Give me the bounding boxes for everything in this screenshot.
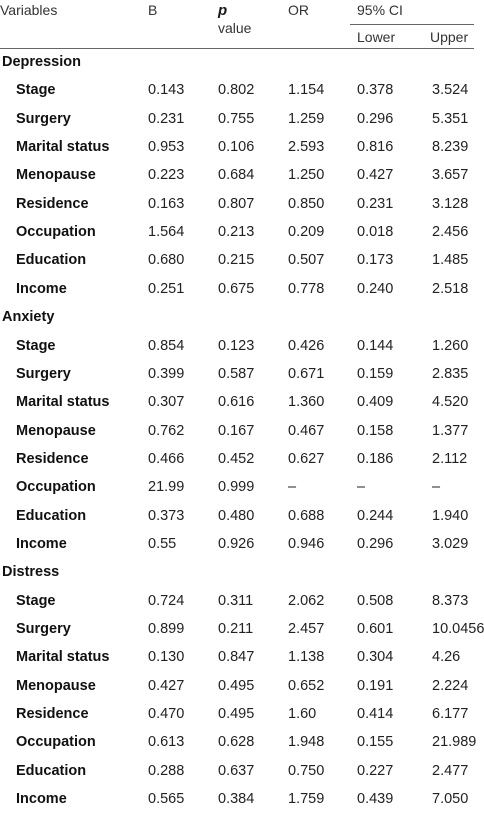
cell-b: 0.251 xyxy=(148,280,185,297)
cell-b: 0.427 xyxy=(148,677,185,694)
cell-ci-lower: 0.409 xyxy=(357,394,394,411)
cell-variable: Income xyxy=(16,791,67,808)
cell-ci-upper: 2.456 xyxy=(432,224,469,241)
table-row xyxy=(0,591,474,619)
cell-p-value: 0.616 xyxy=(218,394,255,411)
table-row xyxy=(0,761,474,789)
cell-b: 0.680 xyxy=(148,252,185,269)
cell-variable: Surgery xyxy=(16,365,71,382)
cell-ci-upper: 1.485 xyxy=(432,252,469,269)
table-row xyxy=(0,109,474,137)
cell-ci-lower: 0.304 xyxy=(357,649,394,666)
table-row xyxy=(0,364,474,392)
cell-ci-lower: 0.439 xyxy=(357,791,394,808)
cell-b: 0.130 xyxy=(148,649,185,666)
cell-ci-upper: 3.657 xyxy=(432,167,469,184)
cell-or: 0.778 xyxy=(288,280,325,297)
cell-or: 0.507 xyxy=(288,252,325,269)
cell-b: 0.163 xyxy=(148,195,185,212)
cell-p-value: 0.215 xyxy=(218,252,255,269)
cell-ci-lower: 0.144 xyxy=(357,337,394,354)
cell-p-value: 0.213 xyxy=(218,224,255,241)
cell-variable: Surgery xyxy=(16,621,71,637)
cell-p-value: 0.311 xyxy=(218,592,254,609)
cell-p-value: 0.807 xyxy=(218,195,255,212)
cell-ci-lower: 0.244 xyxy=(357,507,394,524)
header-lower: Lower xyxy=(357,29,396,45)
cell-variable: Residence xyxy=(16,195,89,212)
cell-b: 0.854 xyxy=(148,337,185,354)
cell-ci-upper: 7.050 xyxy=(432,791,469,808)
ci-divider xyxy=(350,24,474,25)
cell-ci-upper: 1.377 xyxy=(432,422,469,439)
cell-p-value: 0.384 xyxy=(218,791,255,808)
cell-ci-lower: 0.240 xyxy=(357,280,394,297)
cell-b: 0.899 xyxy=(148,621,185,637)
cell-variable: Menopause xyxy=(16,422,96,439)
section-title: Anxiety xyxy=(2,309,55,326)
cell-or: 0.688 xyxy=(288,507,325,524)
cell-ci-upper: 8.373 xyxy=(432,592,469,609)
cell-variable: Menopause xyxy=(16,167,96,184)
cell-b: 0.307 xyxy=(148,394,185,411)
section-title: Depression xyxy=(2,54,81,70)
cell-variable: Occupation xyxy=(16,734,96,751)
cell-p-value: 0.480 xyxy=(218,507,255,524)
table-row xyxy=(0,392,474,420)
table-row xyxy=(0,165,474,193)
cell-or: 2.457 xyxy=(288,621,325,637)
cell-b: 1.564 xyxy=(148,224,185,241)
cell-b: 0.466 xyxy=(148,450,185,467)
cell-variable: Stage xyxy=(16,337,56,354)
section-title: Distress xyxy=(2,564,60,581)
cell-variable: Occupation xyxy=(16,224,96,241)
cell-p-value: 0.211 xyxy=(218,621,254,637)
cell-or: 0.750 xyxy=(288,762,325,779)
cell-p-value: 0.999 xyxy=(218,479,255,496)
cell-ci-lower: 0.158 xyxy=(357,422,394,439)
header-p: p xyxy=(218,2,228,19)
cell-or: 1.948 xyxy=(288,734,325,751)
cell-b: 0.288 xyxy=(148,762,185,779)
table-row xyxy=(0,336,474,364)
cell-ci-lower: 0.227 xyxy=(357,762,394,779)
cell-b: 0.223 xyxy=(148,167,185,184)
table-row xyxy=(0,534,474,562)
cell-ci-lower: 0.296 xyxy=(357,535,394,552)
section-row xyxy=(0,307,474,335)
cell-or: – xyxy=(288,479,297,496)
cell-ci-upper: 2.224 xyxy=(432,677,469,694)
cell-p-value: 0.452 xyxy=(218,450,255,467)
cell-ci-lower: 0.601 xyxy=(357,621,394,637)
cell-or: 2.062 xyxy=(288,592,325,609)
table-row xyxy=(0,619,484,647)
cell-variable: Marital status xyxy=(16,649,110,666)
table-row xyxy=(0,506,474,534)
cell-ci-lower: – xyxy=(357,479,366,496)
cell-ci-upper: 2.835 xyxy=(432,365,469,382)
cell-ci-lower: 0.155 xyxy=(357,734,394,751)
cell-or: 0.426 xyxy=(288,337,325,354)
cell-p-value: 0.167 xyxy=(218,422,255,439)
cell-ci-upper: 4.520 xyxy=(432,394,469,411)
cell-b: 0.762 xyxy=(148,422,185,439)
cell-or: 1.360 xyxy=(288,394,325,411)
cell-variable: Marital status xyxy=(16,139,110,156)
cell-p-value: 0.926 xyxy=(218,535,255,552)
cell-p-value: 0.684 xyxy=(218,167,255,184)
cell-b: 0.613 xyxy=(148,734,185,751)
cell-ci-upper: 1.260 xyxy=(432,337,469,354)
cell-or: 0.850 xyxy=(288,195,325,212)
header-upper: Upper xyxy=(430,29,469,45)
table-row xyxy=(0,137,474,165)
cell-ci-lower: 0.816 xyxy=(357,139,394,156)
table-row xyxy=(0,449,474,477)
cell-ci-upper: 2.477 xyxy=(432,762,469,779)
cell-or: 1.259 xyxy=(288,110,325,127)
cell-variable: Marital status xyxy=(16,394,110,411)
cell-ci-lower: 0.414 xyxy=(357,706,394,723)
cell-or: 0.652 xyxy=(288,677,325,694)
cell-variable: Residence xyxy=(16,450,89,467)
header-b: B xyxy=(148,2,158,18)
header-p-value: value xyxy=(218,20,252,36)
cell-ci-upper: 2.112 xyxy=(432,450,468,467)
cell-b: 0.724 xyxy=(148,592,185,609)
cell-ci-upper: 5.351 xyxy=(432,110,469,127)
cell-or: 0.946 xyxy=(288,535,325,552)
cell-or: 1.138 xyxy=(288,649,325,666)
cell-or: 1.154 xyxy=(288,82,325,99)
cell-ci-lower: 0.427 xyxy=(357,167,394,184)
cell-b: 0.373 xyxy=(148,507,185,524)
cell-or: 0.671 xyxy=(288,365,325,382)
cell-p-value: 0.106 xyxy=(218,139,255,156)
cell-ci-lower: 0.018 xyxy=(357,224,394,241)
table-row xyxy=(0,732,477,760)
section-row xyxy=(0,562,474,590)
header-variables: Variables xyxy=(0,2,58,18)
cell-ci-upper: 4.26 xyxy=(432,649,461,666)
cell-ci-upper: – xyxy=(432,479,441,496)
cell-or: 1.60 xyxy=(288,706,317,723)
cell-ci-upper: 3.029 xyxy=(432,535,469,552)
cell-ci-upper: 1.940 xyxy=(432,507,469,524)
cell-ci-lower: 0.231 xyxy=(357,195,394,212)
cell-b: 0.399 xyxy=(148,365,185,382)
cell-variable: Stage xyxy=(16,592,56,609)
cell-or: 0.627 xyxy=(288,450,325,467)
cell-variable: Surgery xyxy=(16,110,71,127)
cell-ci-lower: 0.159 xyxy=(357,365,394,382)
cell-variable: Income xyxy=(16,535,67,552)
cell-or: 2.593 xyxy=(288,139,325,156)
cell-or: 1.250 xyxy=(288,167,325,184)
cell-b: 0.55 xyxy=(148,535,177,552)
table-row xyxy=(0,676,474,704)
cell-ci-lower: 0.186 xyxy=(357,450,394,467)
cell-variable: Occupation xyxy=(16,479,96,496)
section-row xyxy=(0,52,474,80)
cell-ci-upper: 6.177 xyxy=(432,706,469,723)
cell-p-value: 0.755 xyxy=(218,110,255,127)
cell-b: 0.953 xyxy=(148,139,185,156)
cell-p-value: 0.847 xyxy=(218,649,255,666)
cell-variable: Menopause xyxy=(16,677,96,694)
header-or: OR xyxy=(288,2,309,18)
table-row xyxy=(0,222,474,250)
header-ci: 95% CI xyxy=(357,2,403,18)
cell-ci-lower: 0.191 xyxy=(357,677,394,694)
cell-b: 0.565 xyxy=(148,791,185,808)
cell-variable: Stage xyxy=(16,82,56,99)
cell-p-value: 0.802 xyxy=(218,82,255,99)
cell-b: 21.99 xyxy=(148,479,185,496)
table-row xyxy=(0,80,474,108)
cell-p-value: 0.628 xyxy=(218,734,255,751)
cell-variable: Education xyxy=(16,252,87,269)
cell-b: 0.470 xyxy=(148,706,185,723)
cell-variable: Income xyxy=(16,280,67,297)
cell-p-value: 0.123 xyxy=(218,337,255,354)
cell-p-value: 0.675 xyxy=(218,280,255,297)
cell-b: 0.143 xyxy=(148,82,185,99)
cell-or: 1.759 xyxy=(288,791,325,808)
table-row xyxy=(0,250,474,278)
cell-ci-upper: 3.524 xyxy=(432,82,469,99)
cell-p-value: 0.637 xyxy=(218,762,255,779)
cell-ci-upper: 8.239 xyxy=(432,139,469,156)
table-row xyxy=(0,421,474,449)
cell-p-value: 0.495 xyxy=(218,706,255,723)
cell-ci-upper: 10.0456 xyxy=(432,621,484,637)
table-row xyxy=(0,477,474,505)
cell-or: 0.209 xyxy=(288,224,325,241)
cell-p-value: 0.587 xyxy=(218,365,255,382)
table-row xyxy=(0,789,474,817)
header-rule xyxy=(0,48,474,49)
table-row xyxy=(0,279,474,307)
cell-ci-upper: 2.518 xyxy=(432,280,469,297)
cell-variable: Education xyxy=(16,507,87,524)
cell-ci-lower: 0.378 xyxy=(357,82,394,99)
cell-b: 0.231 xyxy=(148,110,185,127)
cell-ci-upper: 21.989 xyxy=(432,734,477,751)
cell-variable: Education xyxy=(16,762,87,779)
cell-or: 0.467 xyxy=(288,422,325,439)
cell-ci-upper: 3.128 xyxy=(432,195,469,212)
cell-variable: Residence xyxy=(16,706,89,723)
cell-ci-lower: 0.173 xyxy=(357,252,394,269)
cell-ci-lower: 0.508 xyxy=(357,592,394,609)
cell-p-value: 0.495 xyxy=(218,677,255,694)
cell-ci-lower: 0.296 xyxy=(357,110,394,127)
table-row xyxy=(0,194,474,222)
table-row xyxy=(0,647,474,675)
table-row xyxy=(0,704,474,732)
